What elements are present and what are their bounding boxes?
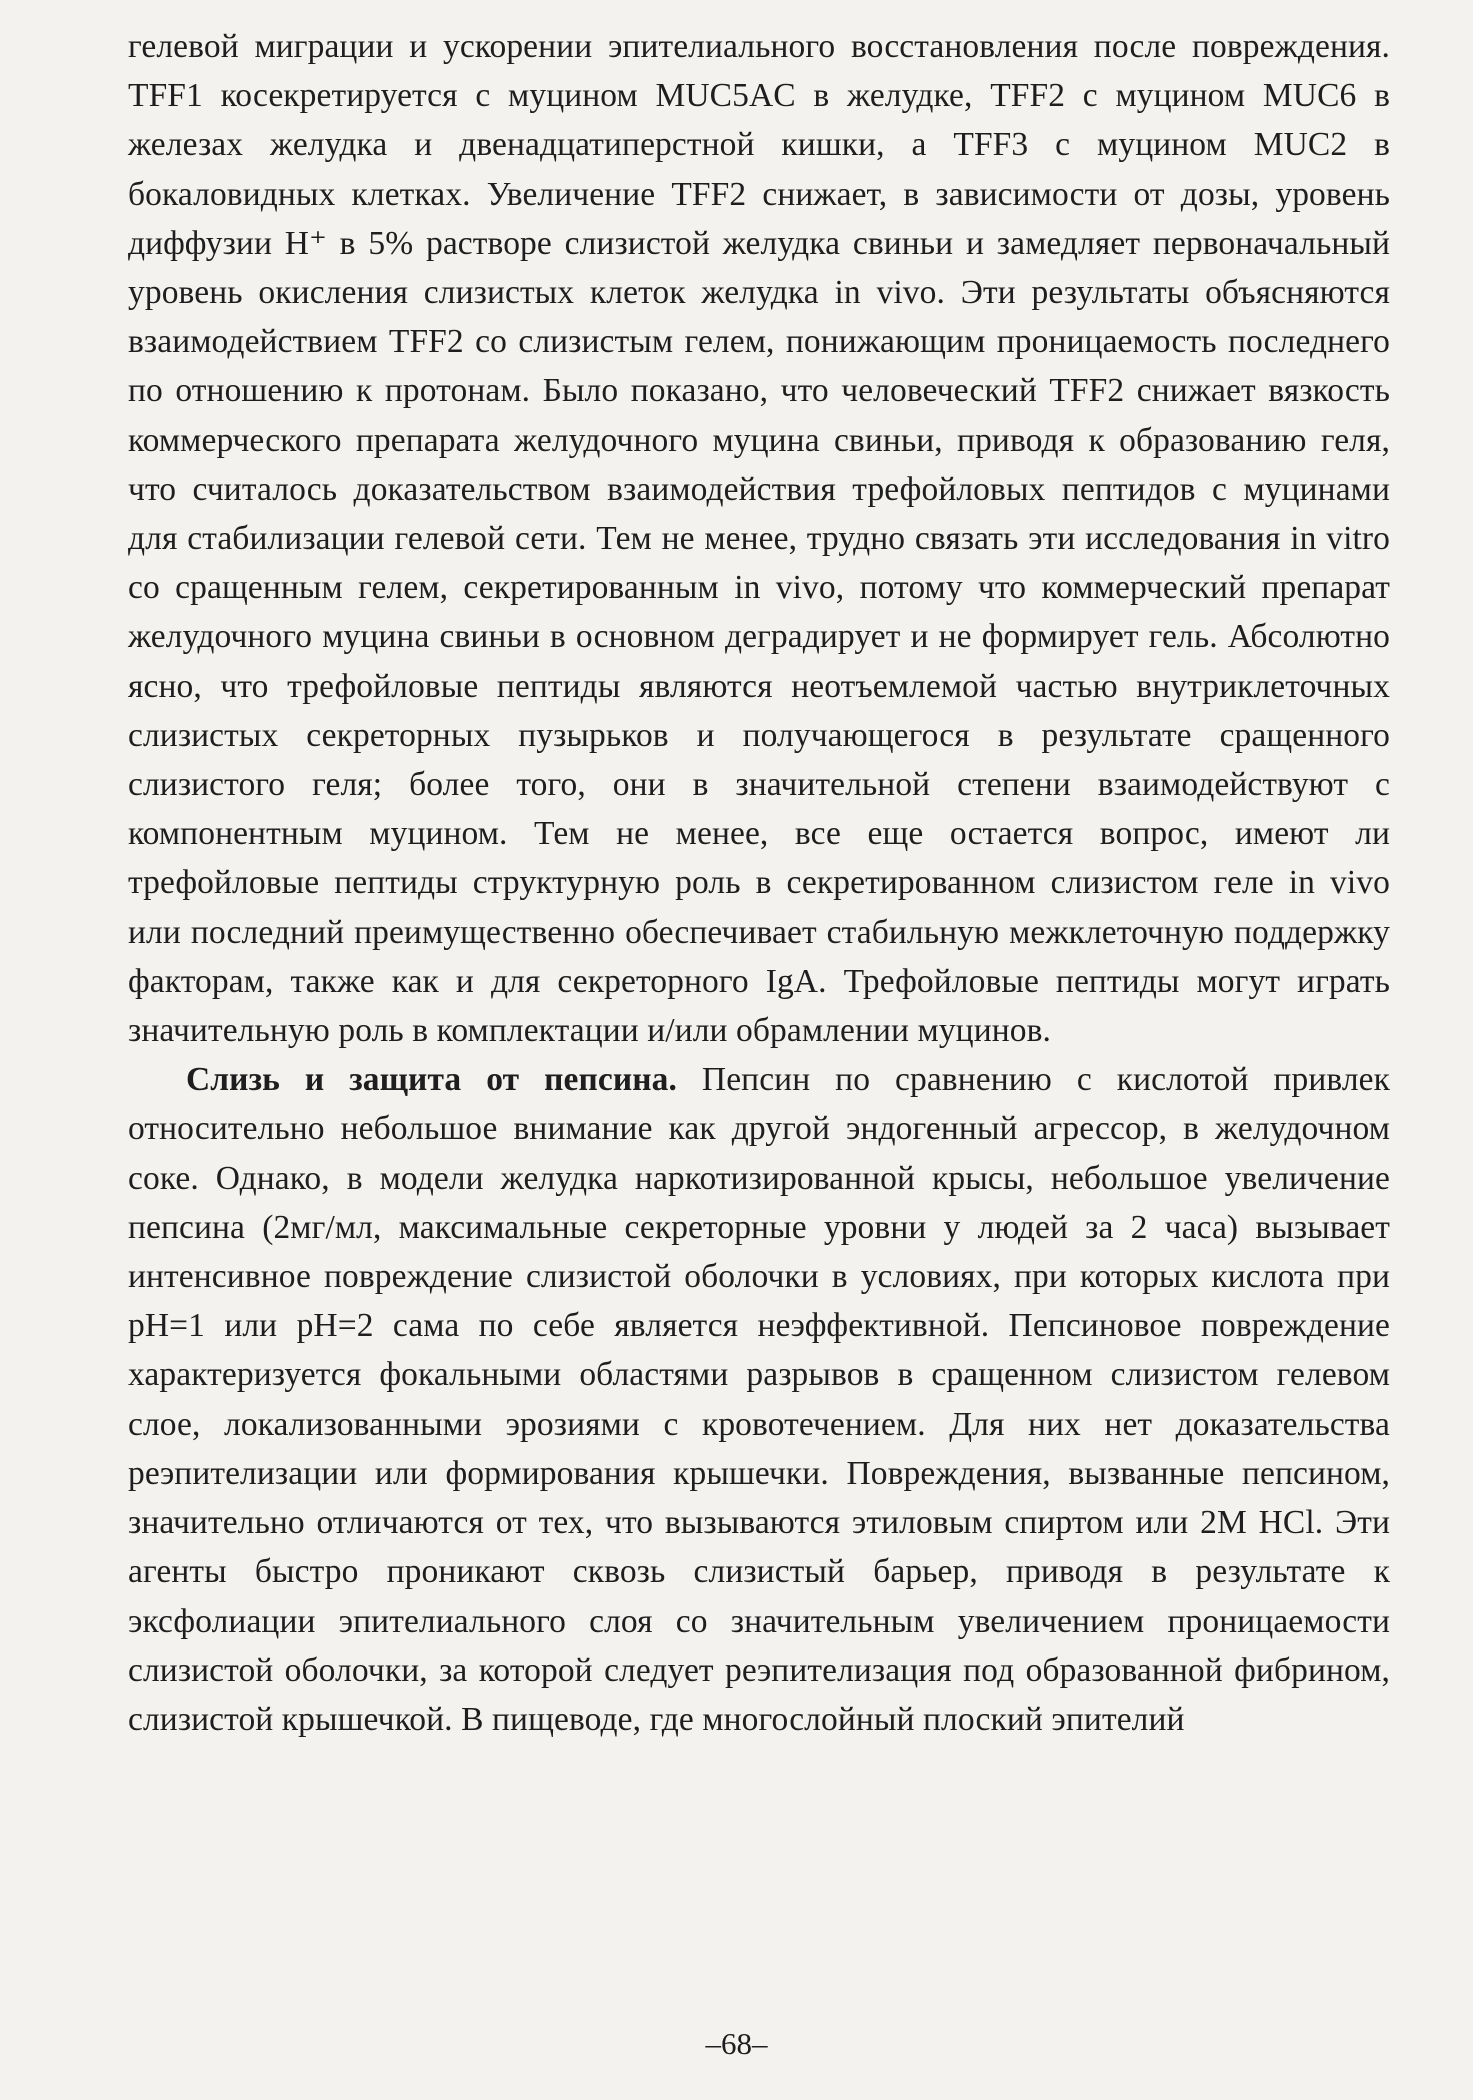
paragraph-1 [128,22,1390,1055]
paragraph-2-heading: Слизь и защита от пепсина. [186,1061,677,1099]
page-number: –68– [705,2026,768,2061]
page-body [128,22,1390,1744]
paragraph-2-text: Пепсин по сравнению с кислотой привлек относительно небольшое внимание как другой эндогенный агрессор, в желудочном соке. Однако, в модели желудка наркотизированной крысы, небольшое увеличение пепсина (2мг/мл, максимальные секреторные уровни у людей за 2 часа) вызывает интенсивное повреждение слизистой оболочки в условиях, при которых кислота при pH=1 или pH=2 сама по себе является неэффективной. Пепсиновое повреждение характеризуется фокальными областями разрывов в сращенном слизистом гелевом слое, локализованными эрозиями с кровотечением. Для них нет доказательства реэпителизации или формирования крышечки. Повреждения, вызванные пепсином, значительно отличаются от тех, что вызываются этиловым спиртом или 2M HCl. Эти агенты быстро проникают сквозь слизистый барьер, приводя в результате к эксфолиации эпителиального слоя со значительным увеличением проницаемости слизистой оболочки, за которой следует реэпителизация под образованной фибрином, слизистой крышечкой. В пищеводе, где многослойный плоский эпителий [128,1061,1390,1738]
paragraph-1-text: гелевой миграции и ускорении эпителиального восстановления после повреждения. TFF1 косекретируется с муцином MUC5AC в желудке, TFF2 с муцином MUC6 в железах желудка и двенадцатиперстной кишки, а TFF3 с муцином MUC2 в бокаловидных клетках. Увеличение TFF2 снижает, в зависимости от дозы, уровень диффузии H⁺ в 5% растворе слизистой желудка свиньи и замедляет первоначальный уровень окисления слизистых клеток желудка in vivo. Эти результаты объясняются взаимодействием TFF2 со слизистым гелем, понижающим проницаемость последнего по отношению к протонам. Было показано, что человеческий TFF2 снижает вязкость коммерческого препарата желудочного муцина свиньи, приводя к образованию геля, что считалось доказательством взаимодействия трефойловых пептидов с муцинами для стабилизации гелевой сети. Тем не менее, трудно связать эти исследования in vitro со сращенным гелем, секретированным in vivo, потому что коммерческий препарат желудочного муцина свиньи в основном деградирует и не формирует гель. Абсолютно ясно, что трефойловые пептиды являются неотъемлемой частью внутриклеточных слизистых секреторных пузырьков и получающегося в результате сращенного слизистого геля; более того, они в значительной степени взаимодействуют с компонентным муцином. Тем не менее, все еще остается вопрос, имеют ли трефойловые пептиды структурную роль в секретированном слизистом геле in vivo или последний преимущественно обеспечивает стабильную межклеточную поддержку факторам, также как и для секреторного IgA. Трефойловые пептиды могут играть значительную роль в комплектации и/или обрамлении муцинов. [128,28,1390,1050]
paragraph-2 [128,1055,1390,1744]
